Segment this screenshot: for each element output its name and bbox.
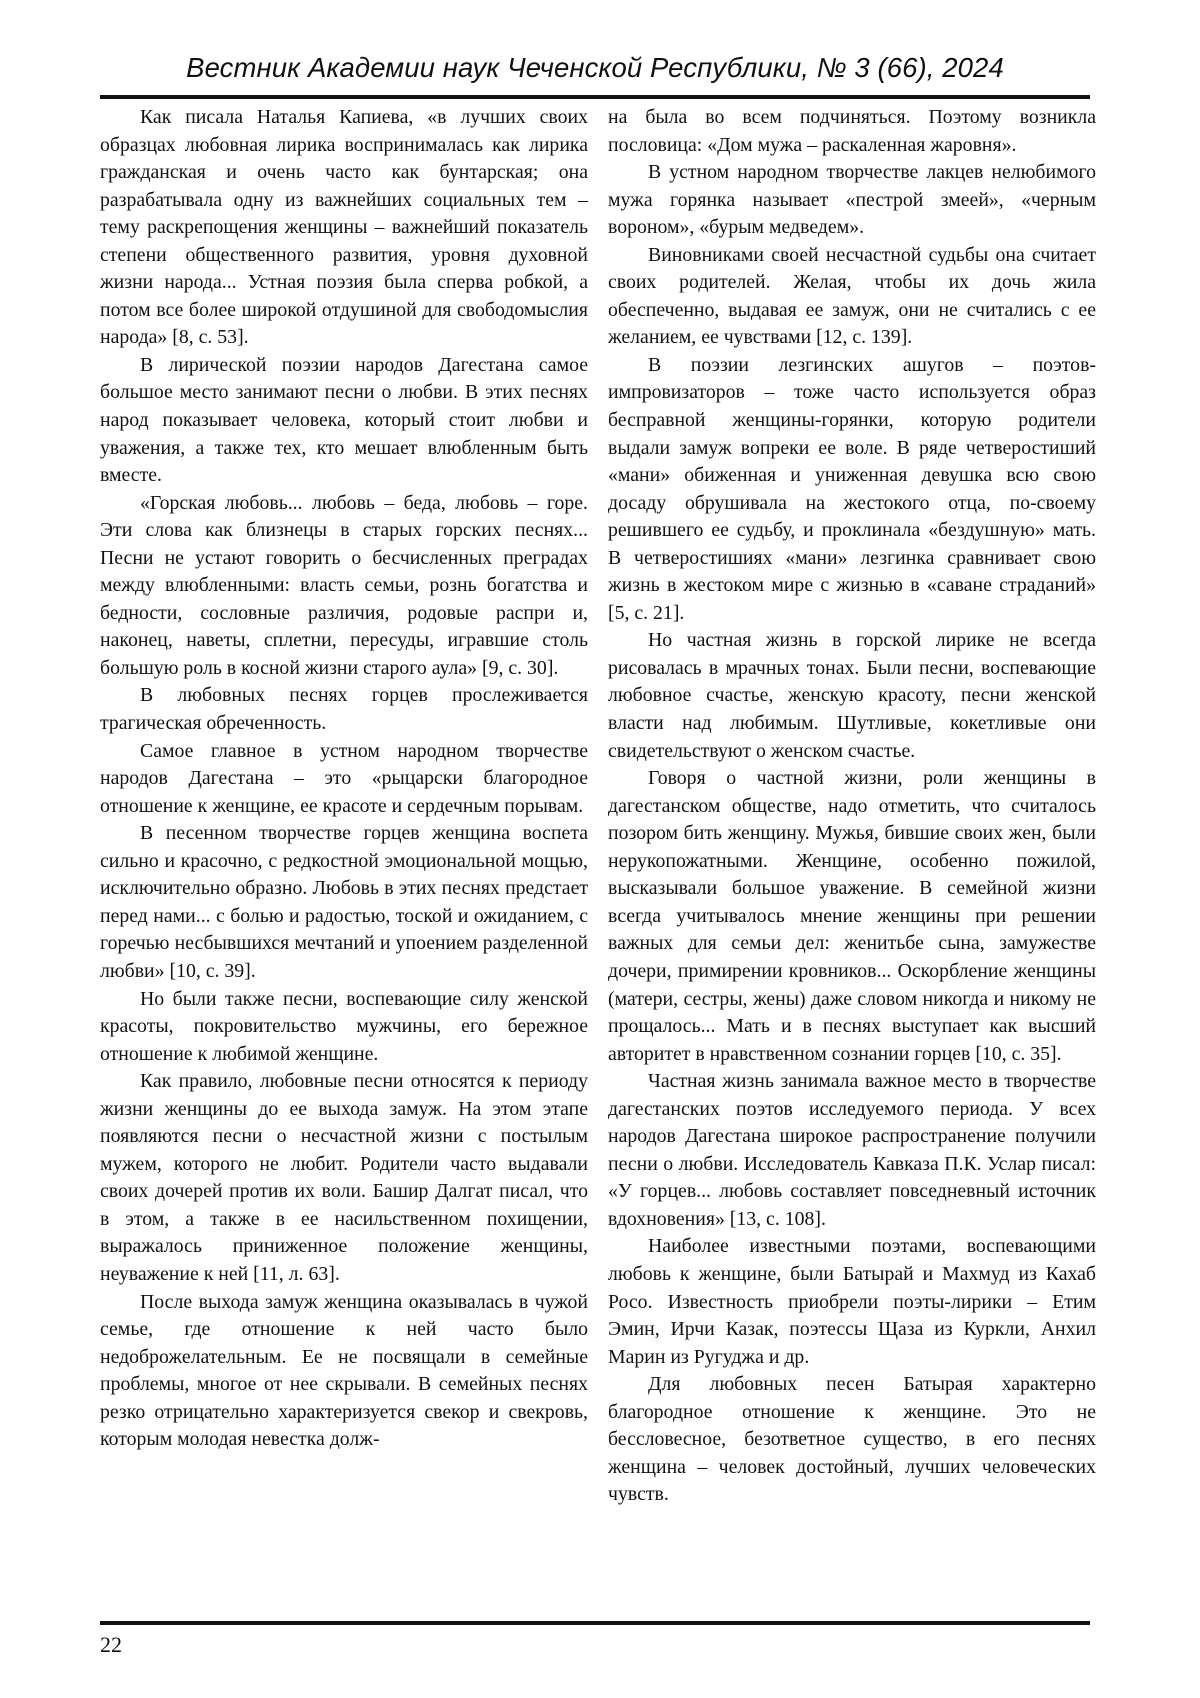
paragraph: Как писала Наталья Капиева, «в лучших своих образцах любовная лирика воспринималась как лирика гражданская и очень часто как бунтарская; она разрабатывала одну из важнейших социальных тем – тему раскрепощения женщины – важнейший показатель степени общественного развития, уровня духовной жизни народа... Устная поэзия была сперва робкой, а потом все более широкой отдушиной для свободомыслия народа» [8, с. 53]. bbox=[100, 106, 588, 349]
paragraph: Как правило, любовные песни относятся к периоду жизни женщины до ее выхода замуж. На этом этапе появляются песни о несчастной жизни с постылым мужем, которого не любит. Родители часто выдавали своих дочерей против их воли. Башир Далгат писал, что в этом, а также в ее насильственном похищении, выражалось приниженное положение женщины, неуважение к ней [11, л. 63]. bbox=[100, 1070, 588, 1285]
paragraph: В лирической поэзии народов Дагестана самое большое место занимают песни о любви. В этих песнях народ показывает человека, который стоит любви и уважения, а также тех, кто мешает влюбленным быть вместе. bbox=[100, 353, 588, 487]
page-number: 22 bbox=[100, 1632, 122, 1657]
paragraph-continued: на была во всем подчиняться. Поэтому возникла пословица: «Дом мужа – раскаленная жаровня». bbox=[608, 106, 1096, 156]
paragraph: В устном народном творчестве лакцев нелюбимого мужа горянка называет «пестрой змеей», «черным вороном», «бурым медведем». bbox=[608, 161, 1096, 239]
journal-header: Вестник Академии наук Чеченской Республики, № 3 (66), 2024 bbox=[186, 52, 1004, 83]
paragraph: Самое главное в устном народном творчестве народов Дагестана – это «рыцарски благородное отношение к женщине, ее красоте и сердечным порывам. bbox=[100, 739, 588, 817]
paragraph: Наиболее известными поэтами, воспевающими любовь к женщине, были Батырай и Махмуд из Кахаб Росо. Известность приобрели поэты-лирики – Етим Эмин, Ирчи Казак, поэтессы Щаза из Куркли, Анхил Марин из Ругуджа и др. bbox=[608, 1235, 1096, 1368]
paragraph: Для любовных песен Батырая характерно благородное отношение к женщине. Это не бессловесное, безответное существо, в его песнях женщина – человек достойный, лучших человеческих чувств. bbox=[608, 1373, 1096, 1506]
header-rule bbox=[100, 95, 1090, 99]
paragraph: В любовных песнях горцев прослеживается трагическая обреченность. bbox=[100, 684, 588, 735]
paragraph: В песенном творчестве горцев женщина воспета сильно и красочно, с редкостной эмоциональной мощью, исключительно образно. Любовь в этих песнях предстает перед нами... с болью и радостью, тоской и ожиданием, с горечью несбывшихся мечтаний и упоением разделенной любви» [10, с. 39]. bbox=[100, 822, 588, 982]
paragraph: Но частная жизнь в горской лирике не всегда рисовалась в мрачных тонах. Были песни, воспевающие любовное счастье, женскую красоту, песни женской власти над любимым. Шутливые, кокетливые они свидетельствуют о женском счастье. bbox=[608, 629, 1096, 762]
right-column bbox=[608, 104, 1096, 1509]
paragraph: В поэзии лезгинских ашугов – поэтов-импровизаторов – тоже часто используется образ бесправной женщины-горянки, которую родители выдали замуж вопреки ее воле. В ряде четверостиший «мани» обиженная и униженная девушка всю свою досаду обрушивала на жестокого отца, по-своему решившего ее судьбу, и проклинала «бездушную» мать. В четверостишиях «мани» лезгинка сравнивает свою жизнь в жестоком мире с жизнью в «саване страданий» [5, с. 21]. bbox=[608, 353, 1096, 624]
paragraph: Виновниками своей несчастной судьбы она считает своих родителей. Желая, чтобы их дочь жила обеспеченно, выдавая ее замуж, они не считались с ее желанием, ее чувствами [12, с. 139]. bbox=[608, 243, 1096, 349]
paragraph: После выхода замуж женщина оказывалась в чужой семье, где отношение к ней часто было недоброжелательным. Ее не посвящали в семейные проблемы, многое от нее скрывали. В семейных песнях резко отрицательно характеризуется свекор и свекровь, которым молодая невестка долж- bbox=[100, 1290, 588, 1451]
paragraph: Говоря о частной жизни, роли женщины в дагестанском обществе, надо отметить, что считалось позором бить женщину. Мужья, бившие своих жен, были нерукопожатными. Женщине, особенно пожилой, высказывали большое уважение. В семейной жизни всегда учитывалось мнение женщины при решении важных для семьи дел: женитьбе сына, замужестве дочери, примирении кровников... Оскорбление женщины (матери, сестры, жены) даже словом никогда и никому не прощалось... Мать и в песнях выступает как высший авторитет в нравственном сознании горцев [10, с. 35]. bbox=[608, 767, 1096, 1065]
paragraph: Но были также песни, воспевающие силу женской красоты, покровительство мужчины, его бережное отношение к любимой женщине. bbox=[100, 987, 588, 1065]
left-column bbox=[100, 104, 588, 1454]
paragraph: «Горская любовь... любовь – беда, любовь – горе. Эти слова как близнецы в старых горских песнях... Песни не устают говорить о бесчисленных преградах между влюбленными: власть семьи, рознь богатства и бедности, сословные различия, родовые распри и, наконец, наветы, сплетни, пересуды, игравшие столь большую роль в косной жизни старого аула» [9, с. 30]. bbox=[100, 491, 588, 679]
paragraph: Частная жизнь занимала важное место в творчестве дагестанских поэтов исследуемого периода. У всех народов Дагестана широкое распространение получили песни о любви. Исследователь Кавказа П.К. Услар писал: «У горцев... любовь составляет повседневный источник вдохновения» [13, с. 108]. bbox=[608, 1070, 1096, 1230]
footer-rule bbox=[100, 1621, 1090, 1625]
